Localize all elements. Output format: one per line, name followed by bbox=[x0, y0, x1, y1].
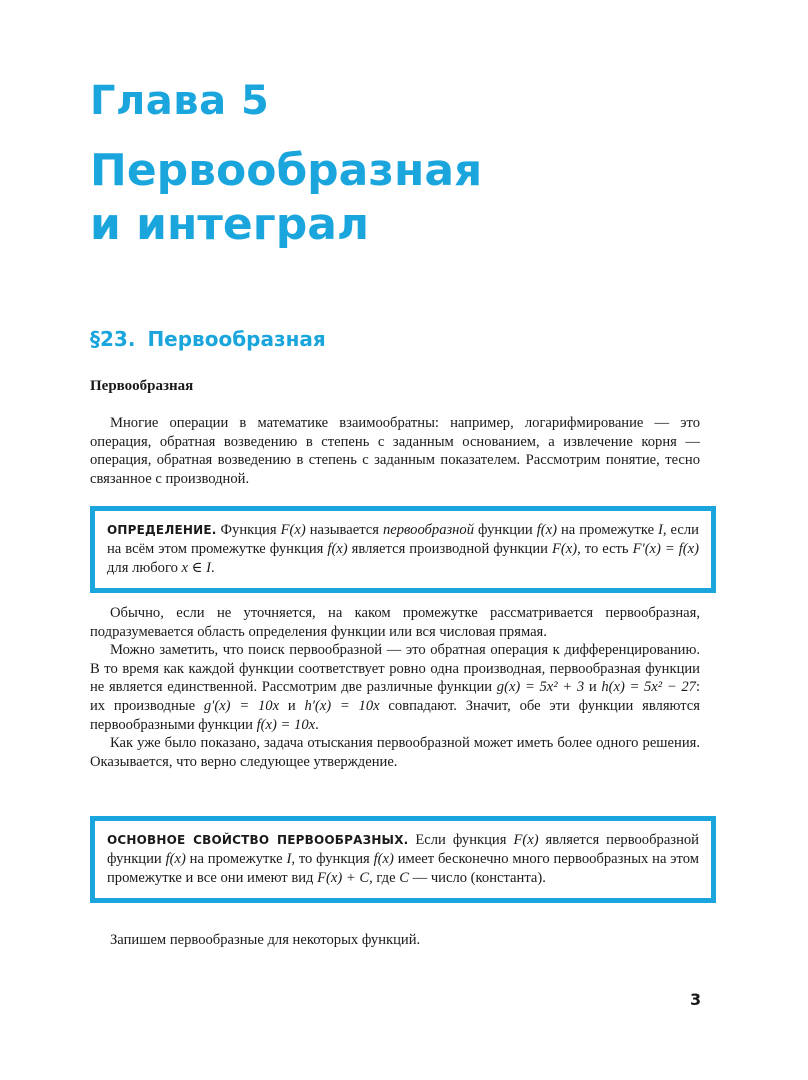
math-I: I bbox=[658, 522, 663, 538]
definition-text: для любого bbox=[107, 560, 182, 576]
property-lead: ОСНОВНОЕ СВОЙСТВО ПЕРВООБРАЗНЫХ. bbox=[107, 833, 409, 847]
section-number: §23. bbox=[90, 327, 136, 351]
definition-text: функции bbox=[474, 522, 537, 538]
math-Fx: F(x) bbox=[551, 541, 578, 557]
math-fx: f(x) bbox=[536, 522, 557, 538]
chapter-label: Глава 5 bbox=[90, 78, 270, 124]
text: . bbox=[315, 716, 319, 733]
closing-paragraph bbox=[90, 931, 700, 950]
math-fx: f(x) bbox=[373, 851, 394, 867]
paragraph-2: Обычно, если не уточняется, на каком промежутке рассматривается первообразная, подразумевается область определения функции или вся числовая прямая. bbox=[90, 605, 700, 640]
math-I: I bbox=[286, 851, 292, 867]
text: : их производные bbox=[90, 679, 701, 714]
chapter-title bbox=[90, 144, 482, 252]
paragraph-5: Запишем первообразные для некоторых функций. bbox=[110, 932, 421, 948]
intro-paragraph bbox=[90, 414, 700, 488]
definition-text: Функция bbox=[216, 522, 281, 538]
math-form: F(x) + C bbox=[317, 870, 370, 886]
definition-text: называется bbox=[305, 522, 383, 538]
property-text: , где bbox=[369, 870, 400, 886]
property-text: на промежутке bbox=[185, 851, 287, 867]
math-fx: f(x) bbox=[165, 851, 186, 867]
text: Можно заметить, что поиск первообразной — это обратная операция к дифференцированию. В то время как каждой функции соответствует ровно одна производная, первообразная функции не является единственной. Рассмотрим две различные функции bbox=[90, 642, 700, 696]
definition-text: . bbox=[210, 560, 215, 576]
math-g-prime: g′(x) = 10x bbox=[203, 697, 280, 714]
chapter-title-line1: Первообразная bbox=[90, 145, 483, 196]
definition-text: является производной функции bbox=[347, 541, 552, 557]
definition-lead: ОПРЕДЕЛЕНИЕ. bbox=[107, 523, 217, 537]
text: и bbox=[584, 679, 602, 696]
property-text: имеет бесконечно много первообразных на этом промежутке и все они имеют вид bbox=[107, 851, 699, 886]
property-text: , то функция bbox=[291, 851, 374, 867]
math-f: f(x) = 10x bbox=[256, 716, 316, 733]
intro-text: Многие операции в математике взаимообратны: например, логарифмирование — это операция, обратная возведению в степень с заданным основанием, а извлечение корня — операция, обратная возведению в степень с заданным показателем. Рассмотрим понятие, тесно связанное с производной. bbox=[90, 415, 700, 487]
math-Fx: F(x) bbox=[280, 522, 306, 538]
math-h: h(x) = 5x² − 27 bbox=[601, 679, 696, 696]
definition-text: на промежутке bbox=[556, 522, 659, 538]
math-fx: f(x) bbox=[327, 541, 348, 557]
math-h-prime: h′(x) = 10x bbox=[304, 697, 380, 714]
property-box bbox=[90, 816, 716, 903]
math-C: C bbox=[399, 870, 409, 886]
section-name: Первообразная bbox=[147, 327, 326, 351]
math-x-in-I: x ∈ I bbox=[181, 560, 211, 576]
math-Fx: F(x) bbox=[513, 832, 539, 848]
section-title bbox=[90, 327, 326, 351]
definition-text: , если на всём этом промежутке функция bbox=[107, 522, 699, 557]
property-text: Если функция bbox=[408, 832, 514, 848]
definition-text: , то есть bbox=[577, 541, 633, 557]
property-text: — число (константа). bbox=[408, 870, 546, 886]
body-paragraphs bbox=[90, 604, 700, 771]
paragraph-3 bbox=[90, 641, 700, 734]
math-formula: F′(x) = f(x) bbox=[632, 541, 699, 557]
chapter-title-line2: и интеграл bbox=[90, 199, 370, 250]
text: совпадают. Значит, обе эти функции являются первообразными функции bbox=[90, 697, 700, 733]
math-g: g(x) = 5x² + 3 bbox=[496, 679, 585, 696]
page-number: 3 bbox=[690, 990, 702, 1009]
paragraph-4: Как уже было показано, задача отыскания первообразной может иметь более одного решения. Оказывается, что верно следующее утверждение. bbox=[90, 735, 700, 770]
definition-box bbox=[90, 506, 716, 593]
text: и bbox=[279, 697, 305, 714]
property-text: является первообразной функции bbox=[107, 832, 699, 867]
subheading: Первообразная bbox=[90, 378, 194, 394]
definition-term: первообразной bbox=[382, 522, 475, 538]
